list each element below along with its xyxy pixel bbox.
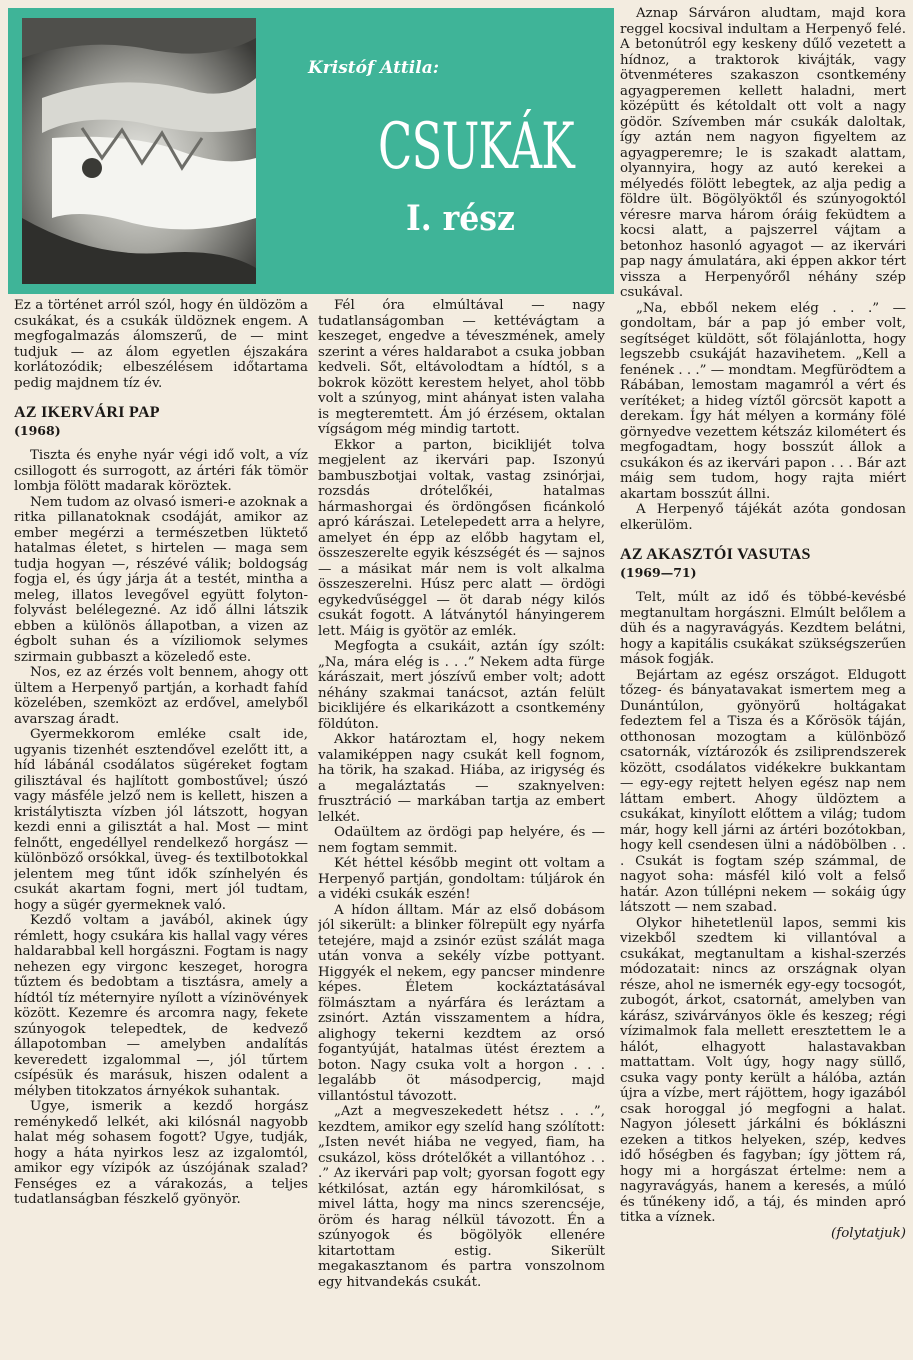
body-paragraph: „Na, ebből nekem elég . . .” — gondoltam, bár a pap jó ember volt, segítséget küldött, sőt fölajánlotta, hogy legszebb csukáját hazavihetem. „Kell a fenének . . .” — mondtam. Megfürödtem a Rábában, lemostam magamról a vért és verítéket; a hideg víztől görcsöt kapott a derekam. Így hát mélyen a kormány fölé görnyedve vezettem kétszáz kilométert és megfogadtam, hogy bosszút állok a csukákon és az ikervári papon . . . Bár azt máig sem tudom, hogy rajta miért akartam bosszút állni. — [620, 300, 906, 502]
body-paragraph: Olykor hihetetlenül lapos, semmi kis vizekből szedtem ki villantóval a csukákat, megtanultam a kishal-szerzés módozatait: nincs az országnak olyan része, ahol ne ismernék egy-egy tocsogót, zubogót, árkot, csatornát, amelyben van kárász, szivárványos ökle és keszeg; régi vízimalmok fala mellett eresztettem le a hálót, elhagyott halastavakban mattattam. Volt úgy, hogy nagy süllő, csuka vagy ponty került a hálóba, aztán újra a vízbe, mert rájöttem, hogy igazából csak horoggal jó megfogni a halat. Nagyon jólesett járkálni és bóklászni ezeken a titkos helyeken, szép, kedves idő hőségben és fagyban; így jöttem rá, hogy mi a horgászat értelme: nem a nagyravágyás, hanem a keresés, a múló és tűnékeny idő, a táj, és minden apró titka a víznek. — [620, 915, 906, 1225]
continued-note — [620, 1226, 906, 1242]
column-1 — [14, 298, 308, 1356]
section-year: (1969—71) — [620, 564, 697, 580]
section-heading: AZ AKASZTÓI VASUTAS — [620, 546, 811, 563]
author-name: Kristóf Attila: — [308, 58, 439, 78]
body-paragraph: Ugye, ismerik a kezdő horgász reménykedő lelkét, aki kilósnál nagyobb halat még sohasem fogott? Ugye, tudják, hogy a háta nyirkos lesz az izgalomtól, amikor egy vízipók az úszójának szalad? Fenséges ez a várakozás, a teljes tudatlanságban fészkelő gyönyör. — [14, 1099, 308, 1207]
body-paragraph: Nem tudom az olvasó ismeri-e azoknak a ritka pillanatoknak csodáját, amikor az ember megérzi a természetben lüktető hatalmas életet, s hirtelen — maga sem tudja hogyan —, részévé válik; boldogság fogja el, és úgy járja át a testét, mintha a meleg, illatos levegővel együtt folyton-folyvást belélegezné. Az idő állni látszik ebben a különös állapotban, a vizen az égbolt suhan és a víziliomok selymes szirmain gubbaszt a közeledő este. — [14, 494, 308, 665]
body-paragraph: A Herpenyő tájékát azóta gondosan elkerülöm. — [620, 502, 906, 533]
section-heading: AZ IKERVÁRI PAP — [14, 404, 160, 421]
body-paragraph: Odaültem az ördögi pap helyére, és — nem fogtam semmit. — [318, 825, 605, 856]
body-paragraph: Tiszta és enyhe nyár végi idő volt, a víz csillogott és surrogott, az ártéri fák tömör lombja fölött madarak köröztek. — [14, 448, 308, 494]
body-paragraph: Akkor határoztam el, hogy nekem valamiképpen nagy csukát kell fognom, ha törik, ha szakad. Hiába, az irigység és a megaláztatás — szaknyelven: frusztráció — markában tartja az embert lelkét. — [318, 732, 605, 825]
body-paragraph: Fél óra elmúltával — nagy tudatlanságomban — kettévágtam a keszeget, engedve a téveszmének, amely szerint a véres haldarabot a csuka jobban kedveli. Sőt, eltávolodtam a hídtól, s a bokrok között kerestem helyet, ahol több volt a szúnyog, mint ahányat isten valaha is megteremtett. Ám jó érzésem, oktalan vígságom még mindig tartott. — [318, 298, 605, 437]
column-2 — [318, 298, 605, 1356]
part-label: I. rész — [406, 198, 515, 239]
intro-paragraph: Ez a történet arról szól, hogy én üldözöm a csukákat, és a csukák üldöznek engem. A megfogalmazás álomszerű, de — mint tudjuk — az álom egyetlen éjszakára korlátozódik; elbeszélésem időtartama pedig majdnem tíz év. — [14, 298, 308, 391]
body-paragraph: Ekkor a parton, biciklijét tolva megjelent az ikervári pap. Iszonyú bambuszbotjai voltak, vastag zsinórjai, rozsdás drótelőkéi, hatalmas hármashorgai és ördöngősen ficánkoló apró kárászai. Letelepedett arra a helyre, amelyet én épp az előbb hagytam el, összeszerelte egyik készségét és — sajnos — a másikat már nem is volt alkalma összeszerelni. Húsz perc alatt — ördögi egykedvűséggel — öt darab négy kilós csukát fogott. A látványtól hányingerem lett. Máig is gyötör az emlék. — [318, 437, 605, 639]
body-paragraph: „Azt a megveszekedett hétsz . . .”, kezdtem, amikor egy szelíd hang szólított: „Isten nevét hiába ne vegyed, fiam, ha csukázol, köss drótelőkét a villantóhoz . . .” Az ikervári pap volt; gyorsan fogott egy kétkilósat, aztán egy háromkilósat, s mivel látta, hogy ma nincs szerencséje, öröm és harag nélkül távozott. Én a szúnyogok és bögölyök ellenére kitartottam estig. Sikerült megakasztanom és partra vonszolnom egy hitvandekás csukát. — [318, 1104, 605, 1290]
pike-head-photo — [22, 18, 256, 284]
body-paragraph: Aznap Sárváron aludtam, majd kora reggel kocsival indultam a Herpenyő felé. A betonútról egy keskeny dűlő vezetett a hídnoz, a traktorok kivájták, vagy ötvenméteres szakaszon csontkemény agyagperemen kellett haladni, mert középütt és kétoldalt ott volt a nagy gödör. Szívemben már csukák daloltak, így aztán nem nagyon figyeltem az agyagperemre; le is szakadt alattam, olyannyira, hogy az autó kerekei a mélyedés fölött lebegtek, az alja pedig a földre ült. Bögölyöktől és szúnyogoktól véresre marva három óráig feküdtem a kocsi alatt, a pajszerrel vájtam a betonhoz hasonló agyagot — az ikervári pap nagy ámulatára, aki éppen akkor tért vissza a Herpenyőről néhány szép csukával. — [620, 6, 906, 300]
title-banner — [8, 8, 614, 294]
body-paragraph: Nos, ez az érzés volt bennem, ahogy ott ültem a Herpenyő partján, a korhadt fahíd közelében, szemközt az erdővel, amelyből avarszag áradt. — [14, 665, 308, 727]
article-title: CSUKÁK — [378, 110, 574, 184]
body-paragraph: Megfogta a csukáit, aztán így szólt: „Na, mára elég is . . .” Nekem adta fürge kárászait, mert jószívű ember volt; adott néhány szakmai tanácsot, aztán felült biciklijére és elkarikázott a csontkemény földúton. — [318, 639, 605, 732]
section-year: (1968) — [14, 422, 61, 438]
body-paragraph: Gyermekkorom emléke csalt ide, ugyanis tizenhét esztendővel ezelőtt itt, a híd lábánál csodálatos sügéreket fogtam gilisztával és hajlított gombostűvel; úszó vagy másféle jelző nem is kellett, hiszen a kristálytiszta vízben jól látszott, hogyan kezdi enni a gilisztát a hal. Most — mint felnőtt, engedéllyel rendelkező horgász — különböző orsókkal, üveg- és textilbotokkal jelentem meg tűnt idők színhelyén és csukát akartam fogni, mert jól tudtam, hogy a sügér gyermeknek való. — [14, 727, 308, 913]
column-3 — [620, 6, 906, 1356]
body-paragraph: Telt, múlt az idő és többé-kevésbé megtanultam horgászni. Elmúlt belőlem a düh és a nagyravágyás. Kezdtem belátni, hogy a kapitális csukákat szükségszerűen mások fogják. — [620, 590, 906, 667]
body-paragraph: Bejártam az egész országot. Eldugott tőzeg- és bányatavakat ismertem meg a Dunántúlon, gyönyörű holtágakat fedeztem fel a Tisza és a Kőrösök táján, otthonosan mozogtam a különböző csatornák, víztározók és zsiliprendszerek között, csodálatos vidékekre bukkantam — egy-egy rejtett helyen egész nap nem láttam embert. Ahogy üldöztem a csukákat, kinyílott előttem a világ; tudom már, hogy kell járni az ártéri bozótokban, hogy kell csendesen ülni a nádöbölben . . . Csukát is fogtam szép számmal, de nagyot soha: másfél kiló volt a felső határ. Azon túllépni nekem — sokáig úgy látszott — nem szabad. — [620, 667, 906, 915]
body-paragraph: Két héttel később megint ott voltam a Herpenyő partján, gondoltam: túljárok én a vidéki csukák eszén! — [318, 856, 605, 902]
body-paragraph: A hídon álltam. Már az első dobásom jól sikerült: a blinker fölrepült egy nyárfa tetejére, majd a zsinór ezüst szálát maga után vonva a sekély vízbe pottyant. Higgyék el nekem, egy pancser mindenre képes. Életem kockáztatásával fölmásztam a nyárfára és leráztam a zsinórt. Aztán visszamentem a hídra, alighogy tekerni kezdtem az orsó fogantyúját, hatalmas ütést éreztem a boton. Nagy csuka volt a horgon . . . legalább öt másodpercig, majd villantóstul távozott. — [318, 902, 605, 1104]
continued-label: (folytatjuk) — [831, 1225, 906, 1241]
body-paragraph: Kezdő voltam a javából, akinek úgy rémlett, hogy csukára kis hallal vagy véres haldarabbal kell horgászni. Fogtam is nagy nehezen egy virgonc keszeget, horogra tűztem és bedobtam a tisztásra, amely a hídtól tíz méternyire nyílott a vízinövények között. Kezemre és arcomra nagy, fekete szúnyogok telepedtek, de kedvező állapotomban — amelyben andalítás keveredett izgalommal —, jól tűrtem csípésük és marásuk, hiszen odalent a mélyben titokzatos árnyékok suhantak. — [14, 913, 308, 1099]
